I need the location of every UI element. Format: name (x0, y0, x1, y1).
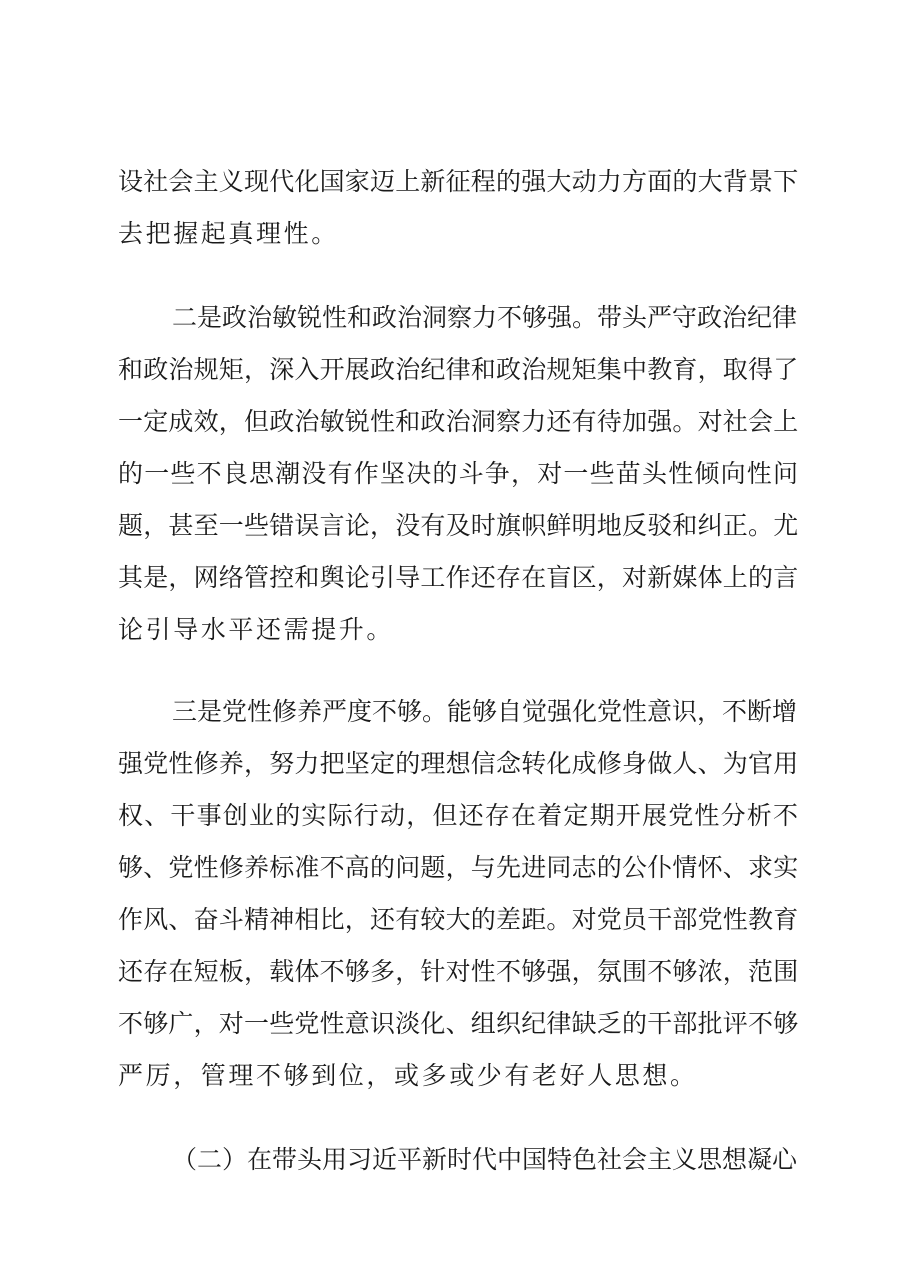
paragraph-line: 强党性修养，努力把坚定的理想信念转化成修身做人、为官用 (118, 749, 799, 778)
paragraph-line: 三是党性修养严度不够。能够自觉强化党性意识，不断增 (172, 697, 798, 726)
paragraph-line: 论引导水平还需提升。 (118, 615, 395, 644)
paragraph-line: 其是，网络管控和舆论引导工作还存在盲区，对新媒体上的言 (118, 563, 799, 592)
paragraph-line: 够、党性修养标准不高的问题，与先进同志的公仆情怀、求实 (118, 853, 799, 882)
paragraph-line: 二是政治敏锐性和政治洞察力不够强。带头严守政治纪律 (172, 303, 798, 332)
paragraph-line: 和政治规矩，深入开展政治纪律和政治规矩集中教育，取得了 (118, 355, 799, 384)
paragraph-line: 权、干事创业的实际行动，但还存在着定期开展党性分析不 (118, 801, 800, 830)
paragraph-line: 严厉，管理不够到位，或多或少有老好人思想。 (118, 1061, 698, 1090)
paragraph-line: 设社会主义现代化国家迈上新征程的强大动力方面的大背景下 (118, 167, 799, 196)
section-heading-line: （二）在带头用习近平新时代中国特色社会主义思想凝心 (172, 1145, 798, 1174)
paragraph-line: 作风、奋斗精神相比，还有较大的差距。对党员干部党性教育 (118, 905, 799, 934)
paragraph-line: 还存在短板，载体不够多，针对性不够强，氛围不够浓，范围 (118, 957, 799, 986)
paragraph-line: 题，甚至一些错误言论，没有及时旗帜鲜明地反驳和纠正。尤 (118, 511, 799, 540)
paragraph-line: 去把握起真理性。 (118, 219, 339, 248)
paragraph-line: 不够广，对一些党性意识淡化、组织纪律缺乏的干部批评不够 (118, 1009, 799, 1038)
paragraph-line: 的一些不良思潮没有作坚决的斗争，对一些苗头性倾向性问 (118, 459, 800, 488)
paragraph-line: 一定成效，但政治敏锐性和政治洞察力还有待加强。对社会上 (118, 407, 799, 436)
